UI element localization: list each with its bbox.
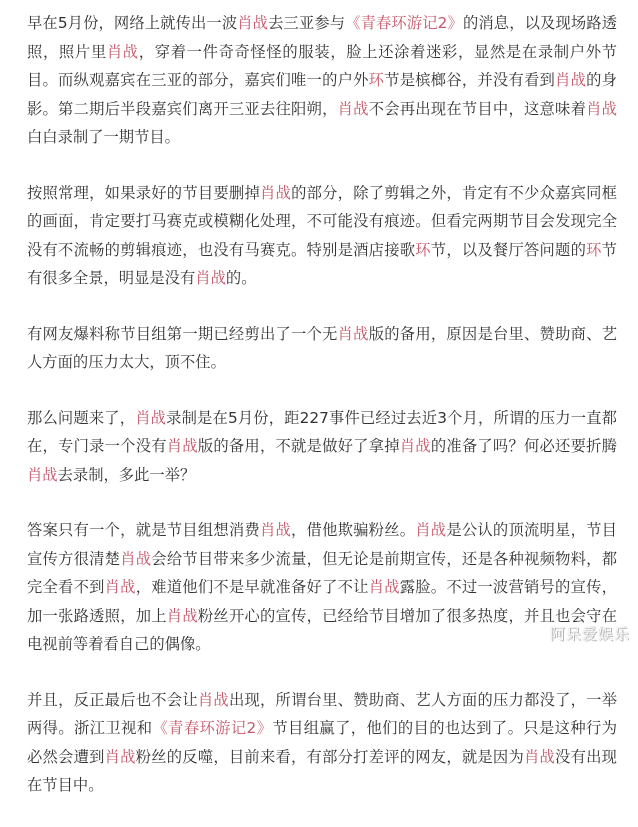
text-run: 节是槟榔谷，并没有看到 bbox=[384, 71, 556, 89]
text-run: 节目组赢了，他们的目的也达到了。只是这种行为必然会遭到 bbox=[27, 719, 617, 766]
highlighted-keyword: 肖战 bbox=[166, 437, 198, 455]
text-run: 去录制，多此一举？ bbox=[57, 465, 196, 484]
paragraph bbox=[27, 179, 617, 293]
text-run: ，穿着一件奇奇怪怪的服装，脸上还涂着迷彩，显然是在录制户外节目。而纵观嘉宾在三亚的部分，嘉宾们唯一的户外 bbox=[27, 42, 617, 89]
text-run: 会给节目带来多少流量，但无论是前期宣传，还是各种视频物料，都完全看不到 bbox=[27, 549, 617, 596]
highlighted-keyword: 肖战 bbox=[415, 521, 447, 539]
text-run: 录制是在5月份，距227事件已经过去近3个月，所谓的压力一直都在，专门录一个没有 bbox=[27, 408, 617, 455]
highlighted-keyword: 肖战 bbox=[259, 521, 292, 539]
text-run: 的部分，除了剪辑之外，肯定有不少众嘉宾同框的画面，肯定要打马赛克或模糊化处理，不可能没有痕迹。但看完两期节目会发现完全没有不流畅的剪辑痕迹，也没有马赛克。特别是酒店接歌 bbox=[27, 183, 617, 259]
highlighted-keyword: 环 bbox=[415, 240, 431, 259]
text-run: 版的备用，不就是做好了拿掉 bbox=[197, 437, 400, 455]
paragraph bbox=[27, 404, 617, 490]
highlighted-keyword: 肖战 bbox=[586, 99, 617, 118]
highlighted-keyword: 肖战 bbox=[104, 578, 136, 596]
text-run: 那么问题来了， bbox=[27, 408, 136, 427]
text-run: 的消息，以及现场路透照，照片里 bbox=[27, 14, 617, 61]
highlighted-keyword: 《青春环游记2》 bbox=[152, 719, 273, 737]
text-run: 并且，反正最后也不会让 bbox=[27, 690, 198, 709]
text-run: ，借他欺骗粉丝。 bbox=[291, 521, 416, 539]
highlighted-keyword: 肖战 bbox=[135, 408, 167, 427]
paragraph bbox=[27, 9, 617, 152]
text-run: 粉丝开心的宣传，已经给节目增加了很多热度，并且也会守在电视前等着看自己的偶像。 bbox=[27, 606, 617, 653]
watermark: 阿呆爱娱乐 bbox=[549, 625, 630, 643]
text-run: 节，以及餐厅答问题的 bbox=[430, 240, 587, 259]
text-run: 不会再出现在节目中，这意味着 bbox=[368, 99, 587, 118]
text-run: 版的备用，原因是台里、赞助商、艺人方面的压力太大，顶不住。 bbox=[27, 324, 617, 371]
highlighted-keyword: 环 bbox=[586, 240, 602, 259]
text-run: 的身影。第二期后半段嘉宾们离开三亚去往阳朔， bbox=[27, 71, 617, 118]
highlighted-keyword: 肖战 bbox=[555, 71, 587, 89]
text-run: 没有出现在节目中。 bbox=[27, 747, 617, 794]
highlighted-keyword: 肖战 bbox=[337, 99, 369, 118]
text-run: 是公认的顶流明星，节目宣传方很清楚 bbox=[27, 521, 617, 568]
paragraph bbox=[27, 320, 617, 377]
text-run: 答案只有一个，就是节目组想消费 bbox=[27, 521, 260, 539]
highlighted-keyword: 肖战 bbox=[368, 578, 400, 596]
text-run: 的准备了吗？何必还要折腾 bbox=[430, 437, 617, 455]
text-run: 早在5月份，网络上就传出一波 bbox=[27, 14, 238, 32]
text-run: 去三亚参与 bbox=[268, 14, 346, 32]
article-body bbox=[27, 9, 617, 827]
highlighted-keyword: 肖战 bbox=[106, 42, 139, 61]
highlighted-keyword: 肖战 bbox=[195, 269, 226, 287]
text-run: 白白录制了一期节目。 bbox=[27, 128, 180, 146]
highlighted-keyword: 肖战 bbox=[27, 465, 58, 484]
paragraph bbox=[27, 516, 617, 659]
highlighted-keyword: 肖战 bbox=[259, 183, 292, 202]
highlighted-keyword: 肖战 bbox=[237, 14, 269, 32]
highlighted-keyword: 肖战 bbox=[523, 747, 556, 766]
paragraph bbox=[27, 686, 617, 800]
highlighted-keyword: 肖战 bbox=[104, 747, 136, 766]
text-run: 有网友爆料称节目组第一期已经剪出了一个无 bbox=[27, 324, 338, 343]
highlighted-keyword: 肖战 bbox=[197, 690, 229, 709]
text-run: 节有很多全景，明显是没有 bbox=[27, 240, 617, 287]
highlighted-keyword: 肖战 bbox=[399, 437, 431, 455]
highlighted-keyword: 《青春环游记2》 bbox=[345, 14, 463, 32]
text-run: 按照常理，如果录好的节目要删掉 bbox=[27, 183, 260, 202]
highlighted-keyword: 环 bbox=[368, 71, 385, 89]
text-run: 露脸。不过一波营销号的宣传，加一张路透照，加上 bbox=[27, 578, 617, 625]
highlighted-keyword: 肖战 bbox=[166, 606, 198, 625]
text-run: ，难道他们不是早就准备好了不让 bbox=[135, 578, 369, 596]
text-run: 粉丝的反噬，目前来看，有部分打差评的网友，就是因为 bbox=[135, 747, 524, 766]
text-run: 的。 bbox=[225, 269, 257, 287]
highlighted-keyword: 肖战 bbox=[337, 324, 369, 343]
text-run: 出现，所谓台里、赞助商、艺人方面的压力都没了，一举两得。浙江卫视和 bbox=[27, 690, 617, 737]
highlighted-keyword: 肖战 bbox=[120, 549, 152, 568]
